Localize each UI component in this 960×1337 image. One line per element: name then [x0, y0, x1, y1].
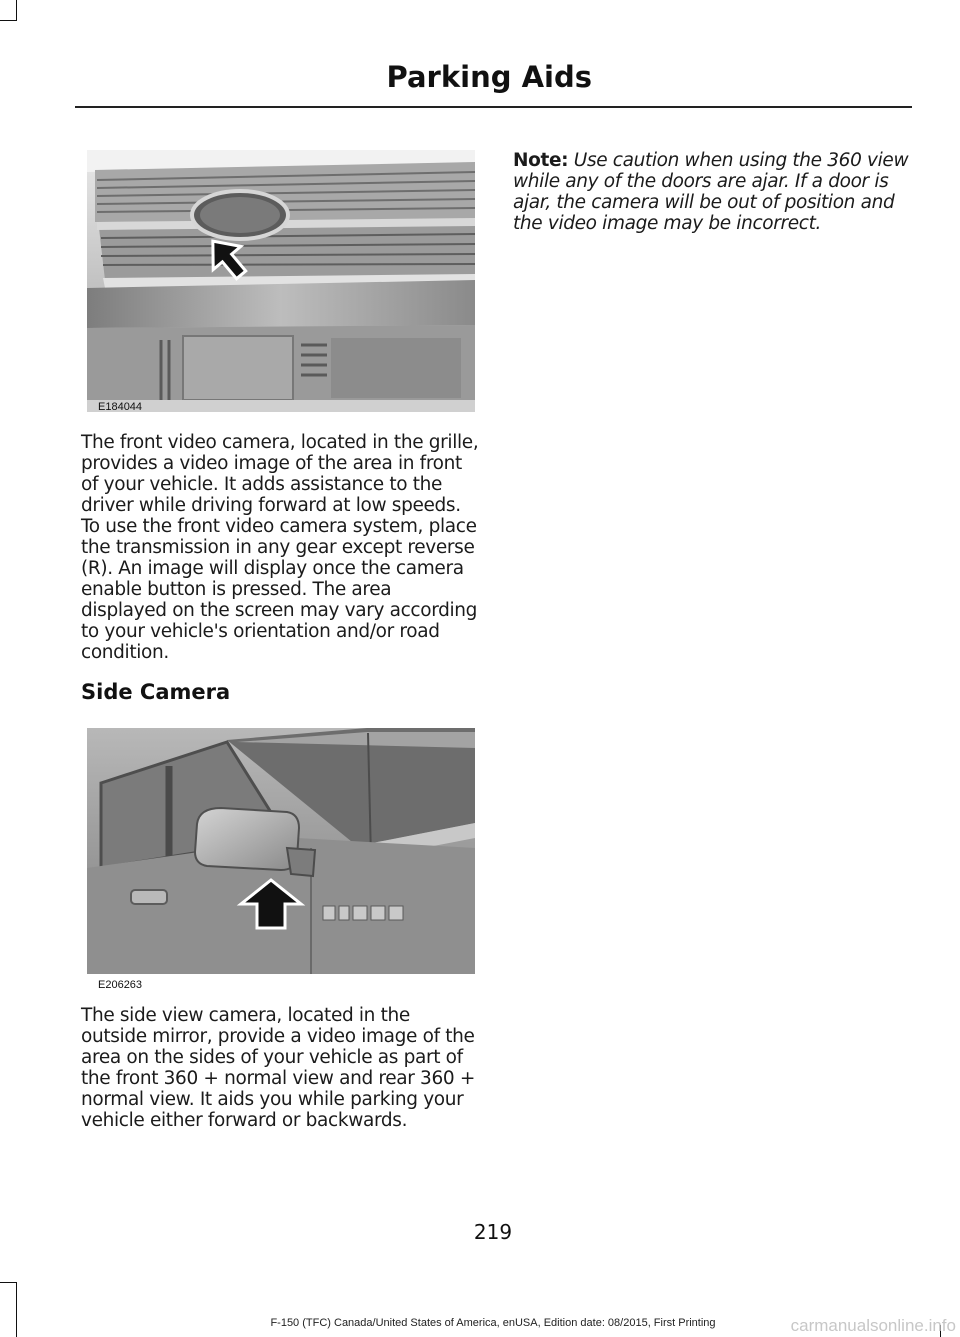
figure-code: E206263 — [98, 979, 143, 991]
watermark: carmanualsonline.info — [790, 1316, 956, 1335]
side-camera-figure — [87, 728, 475, 974]
side-mirror-illustration — [87, 728, 475, 974]
note-text: Use caution when using the 360 view while any of the doors are ajar. If a door is ajar, the camera will be out of position and the video image may be incorrect. — [513, 150, 909, 234]
header-rule — [75, 106, 912, 108]
front-camera-figure — [87, 150, 475, 412]
side-camera-paragraph: The side view camera, located in the outside mirror, provide a video image of the area on the sides of your vehicle as part of the front 360 + normal view and rear 360 + normal view. It aids you while parking your vehicle either forward or backwards. — [81, 1005, 475, 1131]
note-label: Note: — [513, 150, 569, 171]
edition-footer: F-150 (TFC) Canada/United States of America, enUSA, Edition date: 08/2015, First Printing — [270, 1317, 716, 1329]
front-grille-illustration — [87, 150, 475, 412]
side-camera-heading: Side Camera — [81, 680, 231, 704]
page-number: 219 — [473, 1220, 513, 1244]
figure-code: E184044 — [98, 401, 143, 413]
crop-mark-bottom-left-h — [0, 1282, 17, 1283]
note-paragraph — [513, 150, 913, 234]
crop-mark-top-left-v — [16, 0, 17, 20]
section-title: Parking Aids — [386, 60, 592, 94]
crop-mark-top-left-h — [0, 20, 17, 21]
front-camera-paragraph: The front video camera, located in the grille, provides a video image of the area in front of your vehicle. It adds assistance to the driver while driving forward at low speeds. To use the front video camera system, place the transmission in any gear except reverse (R). An image will display once the camera enable button is pressed. The area displayed on the screen may vary according to your vehicle's orientation and/or road condition. — [81, 432, 479, 663]
